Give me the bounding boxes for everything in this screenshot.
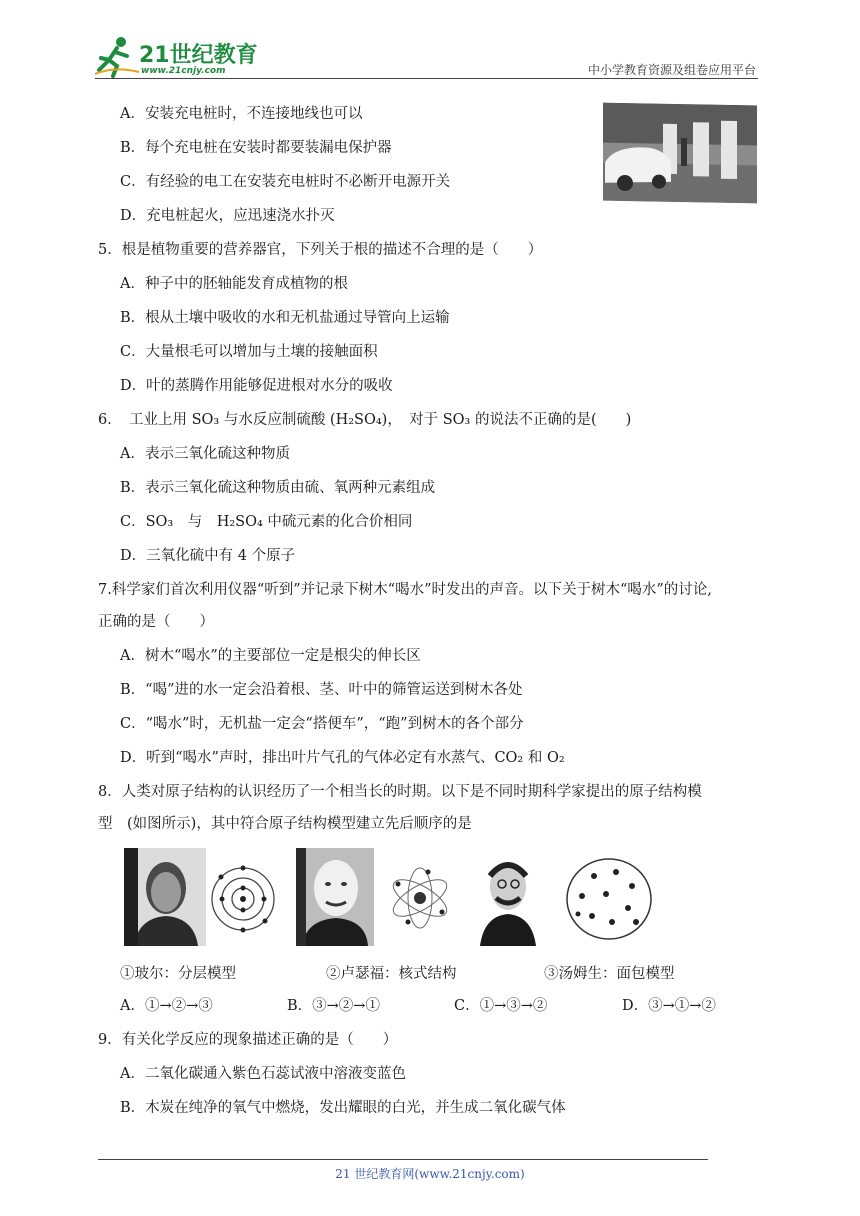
q8-stem-line1: 8．人类对原子结构的认识经历了一个相当长的时期。以下是不同时期科学家提出的原子结构模 [98, 784, 702, 800]
q5-stem: 5．根是植物重要的营养器官，下列关于根的描述不合理的是（ ） [98, 242, 543, 258]
q7-option-d: D．听到“喝水”声时，排出叶片气孔的气体必定有水蒸气、CO₂ 和 O₂ [120, 750, 565, 766]
q8-caption-rutherford: ②卢瑟福：核式结构 [326, 966, 457, 982]
bohr-portrait [124, 848, 206, 946]
charging-station-photo [603, 103, 757, 204]
site-logo [95, 36, 275, 78]
q7-option-a: A．树木“喝水”的主要部位一定是根尖的伸长区 [120, 648, 421, 664]
logo-url: www.21cnjy.com [141, 66, 226, 76]
q8-option-c: C．①→③→② [454, 998, 548, 1014]
q8-option-b: B．③→②→① [287, 998, 380, 1014]
q5-option-a: A．种子中的胚轴能发育成植物的根 [120, 276, 348, 292]
rutherford-portrait [296, 848, 374, 946]
header-platform-text: 中小学教育资源及组卷应用平台 [587, 63, 756, 77]
q6-option-b: B．表示三氧化硫这种物质由硫、氧两种元素组成 [120, 480, 436, 496]
q9-stem: 9．有关化学反应的现象描述正确的是（ ） [98, 1032, 398, 1048]
footer-site-link[interactable]: 21 世纪教育网(www.21cnjy.com) [335, 1167, 525, 1181]
thomson-portrait [472, 848, 544, 946]
q4-option-b: B．每个充电桩在安装时都要装漏电保护器 [120, 140, 392, 156]
header-divider [95, 78, 758, 79]
q8-stem-line2: 型 (如图所示)，其中符合原子结构模型建立先后顺序的是 [98, 816, 472, 832]
q8-option-d: D．③→①→② [622, 998, 716, 1014]
bohr-model-diagram [208, 864, 278, 934]
q8-option-a: A．①→②→③ [120, 998, 213, 1014]
q6-stem: 6． 工业上用 SO₃ 与水反应制硫酸 (H₂SO₄)， 对于 SO₃ 的说法不正确的是( ) [98, 412, 632, 428]
q4-option-d: D．充电桩起火，应迅速浇水扑灭 [120, 208, 335, 224]
q8-caption-thomson: ③汤姆生：面包模型 [544, 966, 675, 982]
q5-option-c: C．大量根毛可以增加与土壤的接触面积 [120, 344, 378, 360]
q4-option-c: C．有经验的电工在安装充电桩时不必断开电源开关 [120, 174, 451, 190]
logo-text: 21世纪教育 [139, 43, 258, 68]
q6-option-d: D．三氧化硫中有 4 个原子 [120, 548, 296, 564]
q7-option-c: C．“喝水”时，无机盐一定会“搭便车”，“跑”到树木的各个部分 [120, 716, 524, 732]
q9-option-a: A．二氧化碳通入紫色石蕊试液中溶液变蓝色 [120, 1066, 406, 1082]
thomson-model-diagram [564, 856, 654, 942]
runner-logo-icon [95, 36, 139, 78]
q7-stem-line2: 正确的是（ ） [98, 614, 214, 630]
q9-option-b: B．木炭在纯净的氧气中燃烧，发出耀眼的白光，并生成二氧化碳气体 [120, 1100, 566, 1116]
q5-option-b: B．根从土壤中吸收的水和无机盐通过导管向上运输 [120, 310, 450, 326]
rutherford-model-diagram [384, 862, 456, 934]
q4-option-a: A．安装充电桩时，不连接地线也可以 [120, 106, 363, 122]
q6-option-a: A．表示三氧化硫这种物质 [120, 446, 290, 462]
footer-divider [98, 1159, 708, 1160]
q8-caption-bohr: ①玻尔：分层模型 [120, 966, 236, 982]
q7-option-b: B．“喝”进的水一定会沿着根、茎、叶中的筛管运送到树木各处 [120, 682, 523, 698]
q7-stem-line1: 7.科学家们首次利用仪器“听到”并记录下树木“喝水”时发出的声音。以下关于树木“喝水”的讨论, [98, 582, 712, 598]
q6-option-c: C．SO₃ 与 H₂SO₄ 中硫元素的化合价相同 [120, 514, 413, 530]
q5-option-d: D．叶的蒸腾作用能够促进根对水分的吸收 [120, 378, 393, 394]
